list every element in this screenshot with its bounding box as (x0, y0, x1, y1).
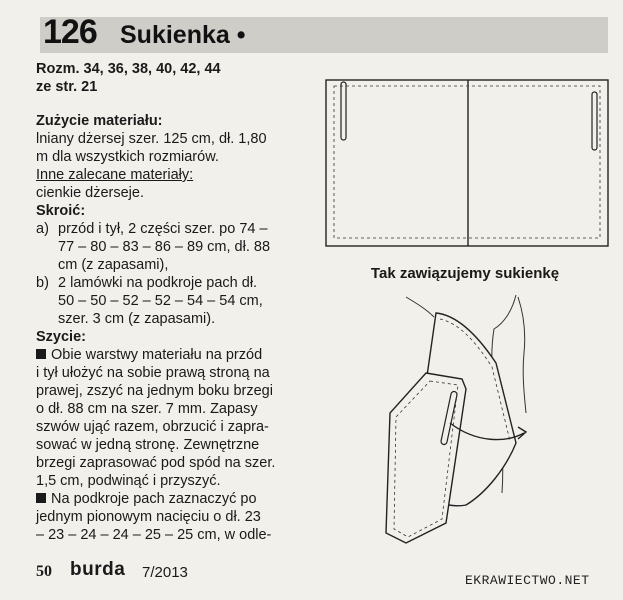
step-line: prawej, zszyć na jednym boku brzegi (36, 383, 273, 399)
cut-item-line: przód i tył, 2 części szer. po 74 – (58, 221, 268, 237)
step-line: – 23 – 24 – 24 – 25 – 25 cm, w odle- (36, 527, 272, 543)
magazine-issue: 7/2013 (142, 564, 188, 581)
step-line: brzegi zaprasować pod spód na szer. (36, 455, 276, 471)
alt-material-heading: Inne zalecane materiały: (36, 167, 194, 183)
bullet-square-icon (36, 349, 46, 359)
material-line-2: m dla wszystkich rozmiarów. (36, 149, 219, 165)
step-line: Na podkroje pach zaznaczyć po (51, 491, 257, 507)
page-number: 50 (36, 563, 52, 580)
fabric-layout-diagram (322, 68, 612, 250)
armhole-slit-left (341, 82, 346, 140)
cut-item-line: 77 – 80 – 83 – 86 – 89 cm, dł. 88 (58, 239, 271, 255)
dress-wrap-panel (386, 373, 466, 543)
step-line: sować w jedną stronę. Zewnętrzne (36, 437, 260, 453)
cut-item-b (36, 274, 316, 328)
cut-item-line: 50 – 50 – 52 – 52 – 54 – 54 cm, (58, 293, 263, 309)
cut-item-letter: b) (36, 275, 49, 291)
cut-item-line: szer. 3 cm (z zapasami). (58, 311, 216, 327)
sewing-step-2 (36, 490, 316, 544)
step-line: szwów ująć razem, obrzucić i zapra- (36, 419, 269, 435)
sizes-ref-line: ze str. 21 (36, 79, 98, 95)
material-heading: Zużycie materiału: (36, 113, 163, 129)
step-line: i tył ułożyć na sobie prawą stroną na (36, 365, 270, 381)
pattern-number: 126 (43, 13, 97, 51)
cut-list (36, 220, 316, 328)
step-line: 1,5 cm, podwinąć i przyszyć. (36, 473, 221, 489)
cut-item-letter: a) (36, 221, 49, 237)
alt-material-text: cienkie dżerseje. (36, 185, 144, 201)
sewing-heading: Szycie: (36, 329, 86, 345)
material-line-1: lniany dżersej szer. 125 cm, dł. 1,80 (36, 131, 267, 147)
cut-item-a (36, 220, 316, 274)
step-line: jednym pionowym nacięciu o dł. 23 (36, 509, 261, 525)
sewing-step-1 (36, 346, 316, 490)
cut-item-line: cm (z zapasami), (58, 257, 169, 273)
step-line: o dł. 88 cm na szer. 7 mm. Zapasy (36, 401, 258, 417)
sizes-line: Rozm. 34, 36, 38, 40, 42, 44 (36, 61, 221, 77)
cut-heading: Skroić: (36, 203, 86, 219)
diagram-caption: Tak zawiązujemy sukienkę (370, 265, 560, 282)
magazine-brand: burda (70, 559, 126, 580)
armhole-slit-right (592, 92, 597, 150)
watermark: EKRAWIECTWO.NET (465, 573, 590, 588)
pattern-title: Sukienka • (120, 21, 246, 49)
dress-wrap-diagram (366, 293, 566, 551)
step-line: Obie warstwy materiału na przód (51, 347, 263, 363)
cut-item-line: 2 lamówki na podkroje pach dł. (58, 275, 258, 291)
bullet-square-icon (36, 493, 46, 503)
instructions-column (36, 60, 316, 544)
